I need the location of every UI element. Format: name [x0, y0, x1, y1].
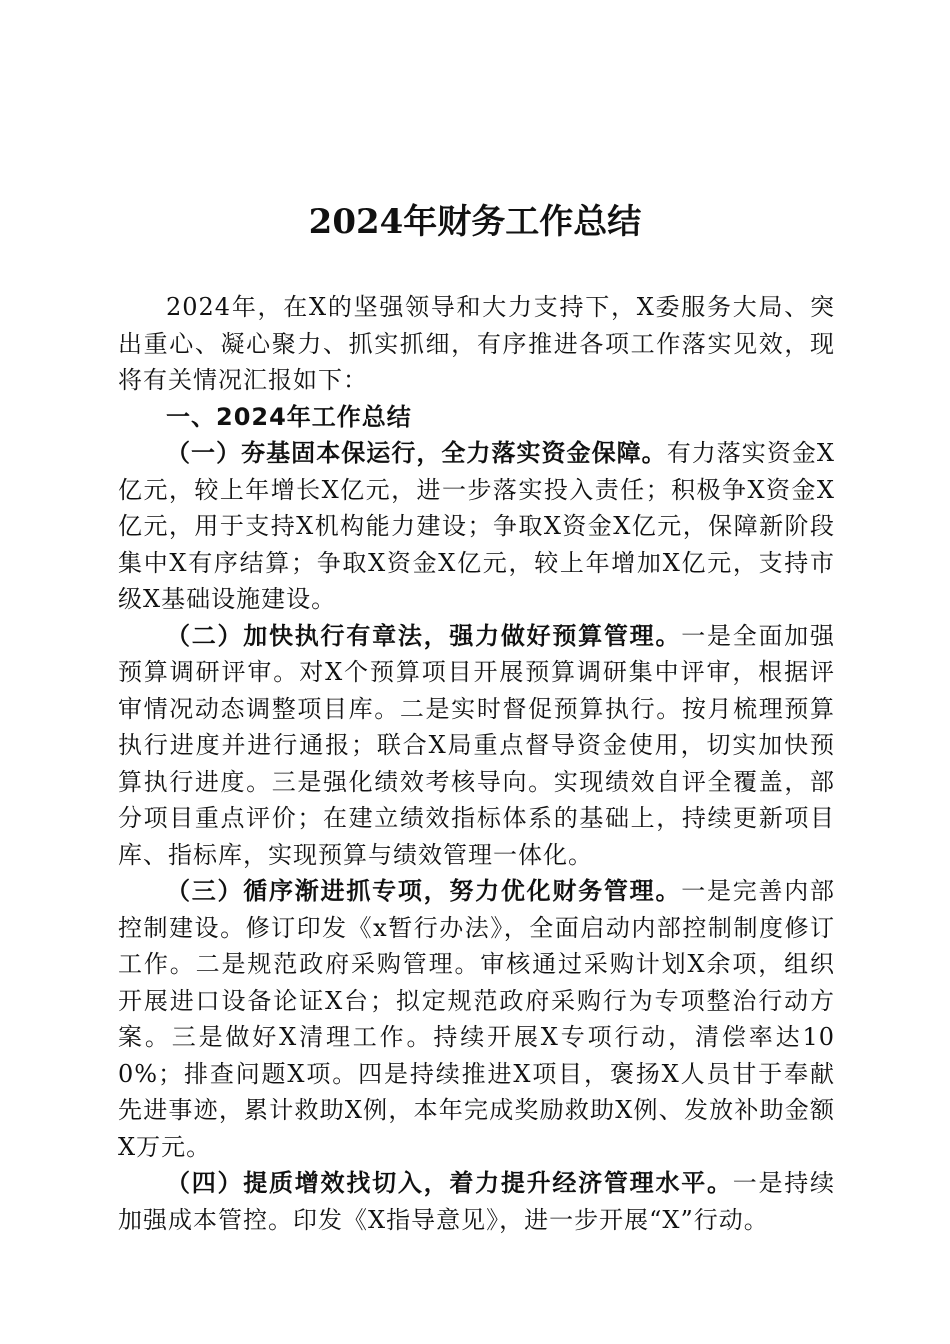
paragraph-item-2: [118, 618, 835, 874]
paragraph-text: 一是完善内部控制建设。修订印发《x暂行办法》，全面启动内部控制制度修订工作。二是规范政府采购管理。审核通过采购计划X余项，组织开展进口设备论证X台；拟定规范政府采购行为专项整治行动方案。三是做好X清理工作。持续开展X专项行动，清偿率达100%；排查问题X项。四是持续推进X项目，褒扬X人员甘于奉献先进事迹，累计救助X例，本年完成奖励救助X例、发放补助金额X万元。: [118, 877, 836, 1161]
document-body: [118, 289, 835, 1238]
paragraph-text: 一是全面加强预算调研评审。对X个预算项目开展预算调研集中评审，根据评审情况动态调整项目库。二是实时督促预算执行。按月梳理预算执行进度并进行通报；联合X局重点督导资金使用，切实加快预算执行进度。三是强化绩效考核导向。实现绩效自评全覆盖，部分项目重点评价；在建立绩效指标体系的基础上，持续更新项目库、指标库，实现预算与绩效管理一体化。: [118, 621, 836, 869]
intro-paragraph: 2024年，在X的坚强领导和大力支持下，X委服务大局、突出重心、凝心聚力、抓实抓细，有序推进各项工作落实见效，现将有关情况汇报如下：: [118, 293, 835, 394]
paragraph-item-4: [118, 1165, 835, 1238]
paragraph-lead: （一）夯基固本保运行，全力落实资金保障。: [166, 438, 667, 467]
paragraph-lead: （四）提质增效找切入，着力提升经济管理水平。: [166, 1168, 733, 1197]
section-heading: 一、2024年工作总结: [166, 402, 412, 431]
paragraph-item-3: [118, 873, 835, 1165]
paragraph-text: 有力落实资金X亿元，较上年增长X亿元，进一步落实投入责任；积极争X资金X亿元，用于支持X机构能力建设；争取X资金X亿元，保障新阶段集中X有序结算；争取X资金X亿元，较上年增加X亿元，支持市级X基础设施建设。: [118, 439, 835, 613]
document-title: 2024年财务工作总结: [308, 202, 642, 242]
paragraph-text: 一是持续加强成本管控。印发《X指导意见》，进一步开展“X”行动。: [118, 1169, 835, 1234]
paragraph-lead: （三）循序渐进抓专项，努力优化财务管理。: [166, 876, 682, 905]
paragraph-item-1: [118, 435, 835, 618]
paragraph-lead: （二）加快执行有章法，强力做好预算管理。: [166, 620, 682, 650]
